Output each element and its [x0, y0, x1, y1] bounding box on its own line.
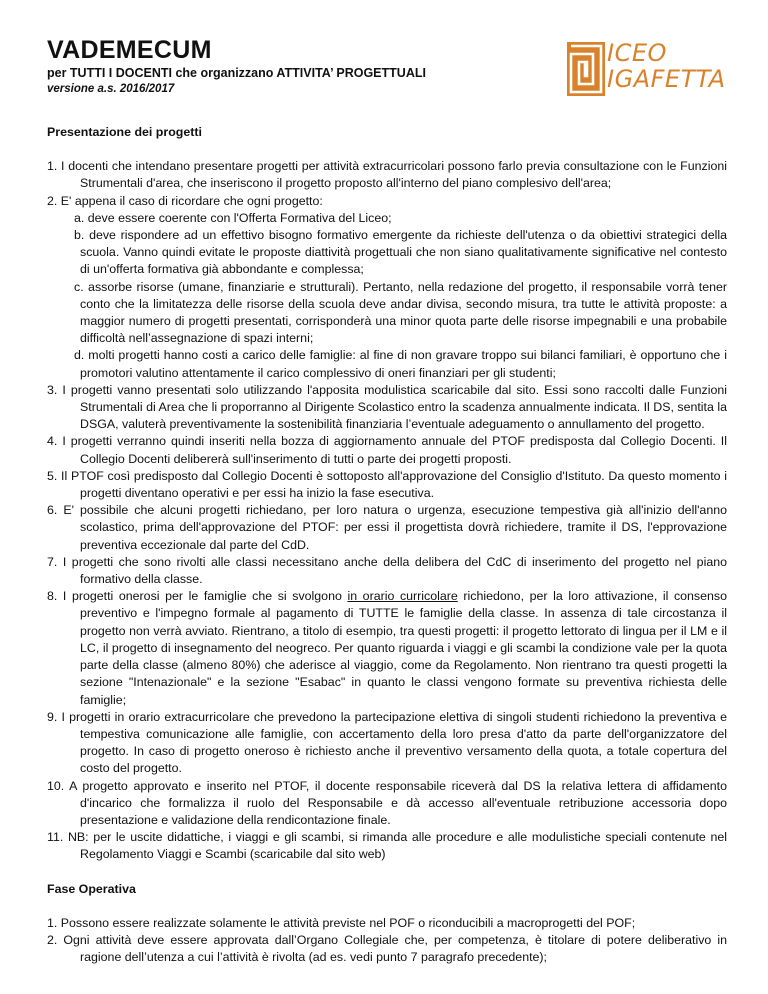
- section-heading-fase-operativa: Fase Operativa: [47, 881, 136, 896]
- item-text-rest: richiedono, per la loro attivazione, il consenso preventivo e l'impegno formale al pagamento di TUTTE le famiglie della classe. In assenza di tale circostanza il progetto non verrà avviato. Rientrano, a titolo di esempio, tra questi progetti: il progetto lettorato di lingua per il LM e il LC, il progetto di insegnamento del neogreco. Per quanto riguarda i viaggi e gli scambi la condizione vale per la quota parte della classe (almeno 80%) che aderisce al viaggio, come da Regolamento. Non rientrano tra questi progetti la sezione "Intenazionale" e la sezione "Esabac" in quanto le classi vengono formate su preventiva richiesta delle famiglie;: [80, 589, 727, 707]
- sub-list-item: c. assorbe risorse (umane, finanziarie e strutturali). Pertanto, nella redazione del progetto, il responsabile vorrà tener conto che la limitatezza delle risorse della scuola deve andar divisa, secondo misura, tra tutte le attività proposte: a maggior numero di progetti presentati, corrisponderà una minor quota parte delle risorse impegnabili e una probabile difficoltà nell’assegnazione di spazi interni;: [74, 279, 727, 346]
- list-item: 1. Possono essere realizzate solamente le attività previste nel POF o riconducibili a macroprogetti del POF;: [47, 915, 636, 930]
- greek-key-icon: [567, 42, 605, 96]
- sub-list-item: b. deve rispondere ad un effettivo bisogno formativo emergente da richieste dell'utenza o da obiettivi strategici della scuola. Vanno quindi evitate le proposte diattività progettuali che non siano qualitativamente significative nel contesto di un'offerta formativa già abbondante e complessa;: [74, 228, 727, 277]
- list-item: 3. I progetti vanno presentati solo utilizzando l'apposita modulistica scaricabile dal sito. Essi sono raccolti dalle Funzioni Strumentali di Area che li proporranno al Dirigente Scolastico entro la scadenza annualmente indicata. Il DS, sentita la DSGA, valuterà preventivamente la sostenibilità finanziaria l’eventuale adeguamento o annullamento del progetto.: [47, 382, 727, 432]
- list-item: 2. E' appena il caso di ricordare che ogni progetto:: [47, 193, 323, 208]
- list-item: 2. Ogni attività deve essere approvata dall’Organo Collegiale che, per competenza, è titolare di potere deliberativo in ragione dell’utenza a cui l’attività è rivolta (ad es. vedi punto 7 paragrafo precedente);: [47, 932, 727, 965]
- list-item: 1. I docenti che intendano presentare progetti per attività extracurricolari possono farlo previa consultazione con le Funzioni Strumentali d'area, che inseriscono il progetto proposto all'interno del piano complesivo dell'area;: [47, 159, 727, 191]
- list-item: 9. I progetti in orario extracurricolare che prevedono la partecipazione elettiva di singoli studenti richiedono la preventiva e tempestiva comunicazione alle famiglie, con accertamento della loro presa d'atto da parte dell'organizzatore del progetto. In caso di progetto oneroso è richiesto anche il preventivo versamento della quota, a totale copertura del costo del progetto.: [47, 709, 727, 776]
- section-heading-presentazione: Presentazione dei progetti: [47, 125, 202, 139]
- presentazione-list: [47, 158, 727, 863]
- sub-list-item: a. deve essere coerente con l'Offerta Formativa del Liceo;: [74, 210, 392, 225]
- logo-line-1: ICEO: [607, 39, 667, 67]
- list-item: 5. Il PTOF così predisposto dal Collegio Docenti è sottoposto all'approvazione del Consiglio d'Istituto. Da questo momento i progetti diventano operativi e per essi ha inizio la fase esecutiva.: [47, 468, 727, 501]
- document-version: versione a.s. 2016/2017: [47, 83, 175, 95]
- underlined-text: in orario curricolare: [347, 589, 458, 604]
- section-fase-operativa: [47, 881, 727, 967]
- document-header: [47, 36, 727, 106]
- list-item: 10. A progetto approvato e inserito nel PTOF, il docente responsabile riceverà dal DS la relativa lettera di affidamento d'incarico che formalizza il ruolo del Responsabile e dà accesso all'eventuale retribuzione accessoria dopo presentazione e validazione della rendicontazione finale.: [47, 778, 727, 827]
- fase-operativa-list: [47, 915, 727, 967]
- document-subtitle: per TUTTI I DOCENTI che organizzano ATTIVITA’ PROGETTUALI: [47, 66, 426, 80]
- item-text-start: 8. I progetti onerosi per le famiglie che si svolgono: [47, 589, 348, 604]
- list-item: 7. I progetti che sono rivolti alle classi necessitano anche della delibera del CdC di inserimento del progetto nel piano formativo della classe.: [47, 554, 727, 587]
- list-item: 4. I progetti verranno quindi inseriti nella bozza di aggiornamento annuale del PTOF predisposta dal Collegio Docenti. Il Collegio Docenti delibererà sull'inserimento di tutti o parte dei progetti proposti.: [47, 434, 727, 466]
- sub-list-item: d. molti progetti hanno costi a carico delle famiglie: al fine di non gravare troppo sui bilanci familiari, è opportuno che i promotori valutino attentamente il carico complessivo di oneri finanziari per gli studenti;: [74, 348, 727, 380]
- list-item: 6. E' possibile che alcuni progetti richiedano, per loro natura o urgenza, esecuzione tempestiva già all'inizio dell'anno scolastico, prima dell'approvazione del PTOF: per essi il progettista dovrà richiedere, tramite il DS, l'epprovazione preventiva eccezionale dal parte del CdD.: [47, 503, 727, 552]
- logo-text: [607, 40, 726, 92]
- liceo-logo: [567, 40, 727, 100]
- list-item: [47, 588, 727, 708]
- document-title: VADEMECUM: [47, 36, 212, 64]
- document-body: [47, 124, 727, 966]
- logo-line-2: IGAFETTA: [607, 65, 726, 93]
- list-item: 11. NB: per le uscite didattiche, i viaggi e gli scambi, si rimanda alle procedure e alle modulistiche speciali contenute nel Regolamento Viaggi e Scambi (scaricabile dal sito web): [47, 830, 727, 862]
